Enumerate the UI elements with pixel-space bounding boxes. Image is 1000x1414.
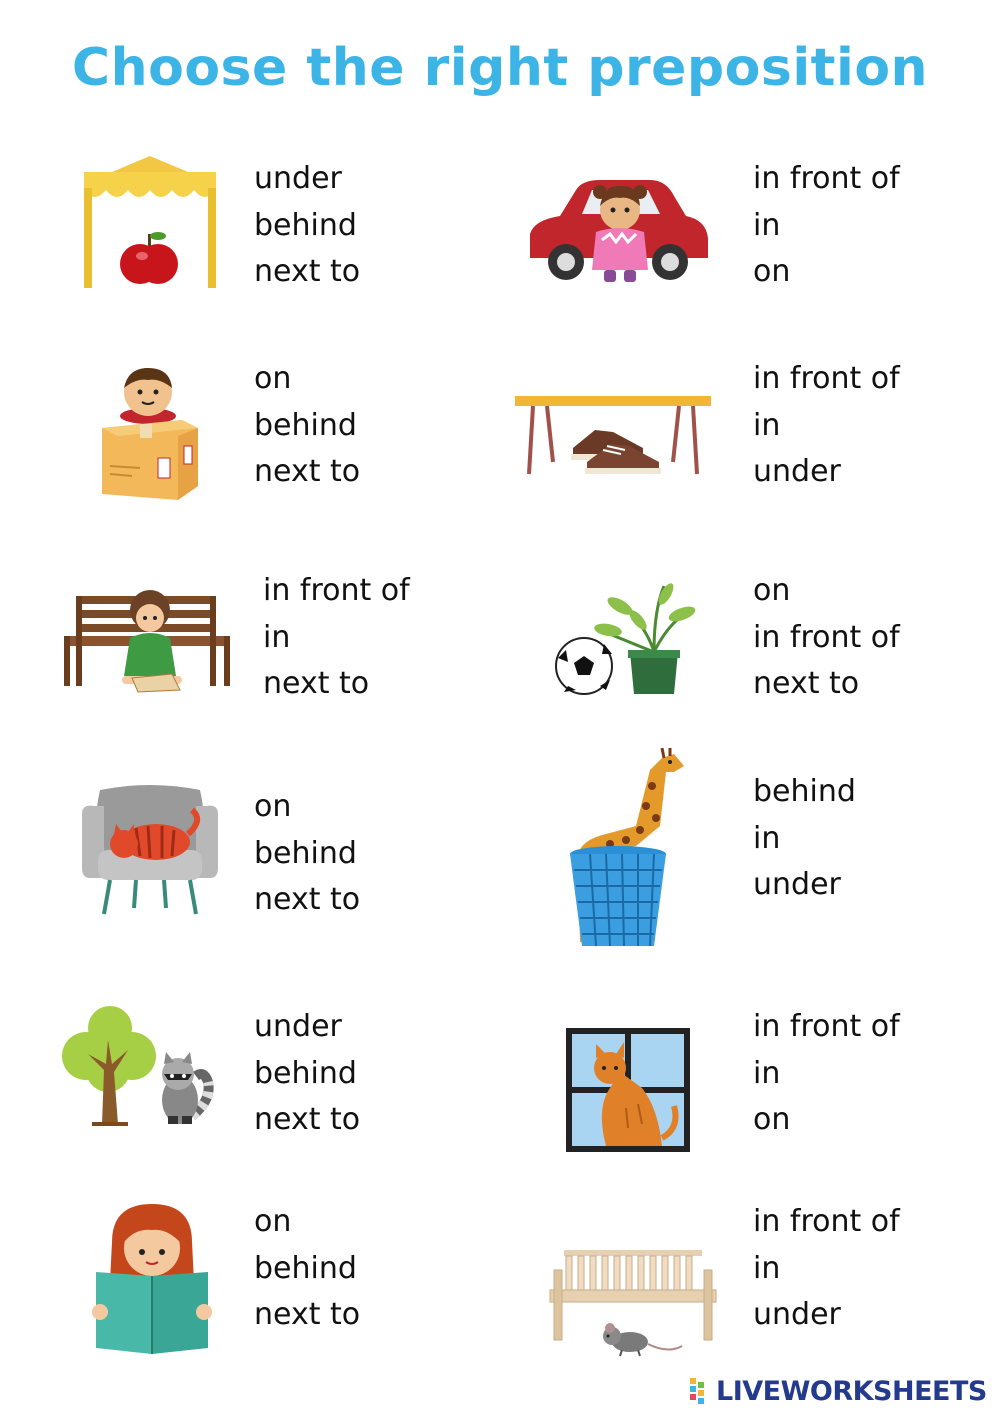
option-behind[interactable]: behind xyxy=(254,1055,357,1091)
option-under[interactable]: under xyxy=(753,867,841,902)
option-behind[interactable]: behind xyxy=(254,835,357,871)
option-behind[interactable]: behind xyxy=(254,407,357,443)
option-in[interactable]: in xyxy=(263,619,291,655)
cat-on-armchair-picture xyxy=(80,784,220,918)
girl-in-front-of-bench-picture xyxy=(62,590,232,694)
girl-behind-book-picture xyxy=(90,1202,214,1354)
option-in-front-of[interactable]: in front of xyxy=(753,161,900,196)
option-next-to[interactable]: next to xyxy=(254,882,361,917)
option-in[interactable]: in xyxy=(753,1250,781,1286)
options-list-2 xyxy=(753,156,900,296)
option-behind[interactable]: behind xyxy=(254,1250,357,1286)
rat-under-bench-picture xyxy=(548,1250,718,1360)
option-on[interactable]: on xyxy=(254,1204,292,1239)
options-list-7 xyxy=(254,784,360,924)
girl-in-car-picture xyxy=(520,176,712,286)
liveworksheets-logo-text: LIVEWORKSHEETS xyxy=(716,1375,987,1407)
option-next-to[interactable]: next to xyxy=(254,1102,361,1137)
options-list-3 xyxy=(254,356,360,496)
option-on[interactable]: on xyxy=(753,573,791,608)
options-list-6 xyxy=(753,568,900,708)
option-on[interactable]: on xyxy=(254,789,292,824)
options-list-1 xyxy=(254,156,360,296)
option-in[interactable]: in xyxy=(753,407,781,443)
option-under[interactable]: under xyxy=(254,161,342,196)
options-list-9 xyxy=(254,1004,360,1144)
option-in-front-of[interactable]: in front of xyxy=(753,1009,900,1044)
option-in-front-of[interactable]: in front of xyxy=(753,361,900,396)
page-title: Choose the right preposition xyxy=(71,38,929,98)
options-list-4 xyxy=(753,356,900,496)
liveworksheets-logo[interactable] xyxy=(690,1374,987,1408)
options-list-10 xyxy=(753,1004,900,1144)
option-under[interactable]: under xyxy=(753,454,841,489)
option-behind[interactable]: behind xyxy=(753,774,856,809)
shoes-under-table-picture xyxy=(513,390,713,480)
apple-under-canopy-picture xyxy=(82,152,218,292)
option-under[interactable]: under xyxy=(254,1009,342,1044)
option-next-to[interactable]: next to xyxy=(254,454,361,489)
option-in-front-of[interactable]: in front of xyxy=(263,573,410,608)
option-next-to[interactable]: next to xyxy=(263,666,370,701)
option-in-front-of[interactable]: in front of xyxy=(753,1204,900,1239)
raccoon-next-to-tree-picture xyxy=(62,1004,218,1130)
option-next-to[interactable]: next to xyxy=(753,666,860,701)
option-next-to[interactable]: next to xyxy=(254,254,361,289)
boy-behind-box-picture xyxy=(100,366,200,502)
liveworksheets-logo-icon xyxy=(690,1376,716,1406)
cat-in-window-picture xyxy=(566,1028,690,1152)
option-on[interactable]: on xyxy=(753,254,791,289)
option-on[interactable]: on xyxy=(254,361,292,396)
option-behind[interactable]: behind xyxy=(254,207,357,243)
option-on[interactable]: on xyxy=(753,1102,791,1137)
ball-next-to-plant-picture xyxy=(554,580,698,698)
option-in[interactable]: in xyxy=(753,1055,781,1091)
option-next-to[interactable]: next to xyxy=(254,1297,361,1332)
option-in[interactable]: in xyxy=(753,820,781,856)
option-in[interactable]: in xyxy=(753,207,781,243)
options-list-8 xyxy=(753,769,856,909)
options-list-12 xyxy=(753,1199,900,1339)
giraffe-behind-basket-picture xyxy=(566,746,688,950)
option-in-front-of[interactable]: in front of xyxy=(753,619,900,655)
options-list-11 xyxy=(254,1199,360,1339)
options-list-5 xyxy=(263,568,410,708)
option-under[interactable]: under xyxy=(753,1297,841,1332)
